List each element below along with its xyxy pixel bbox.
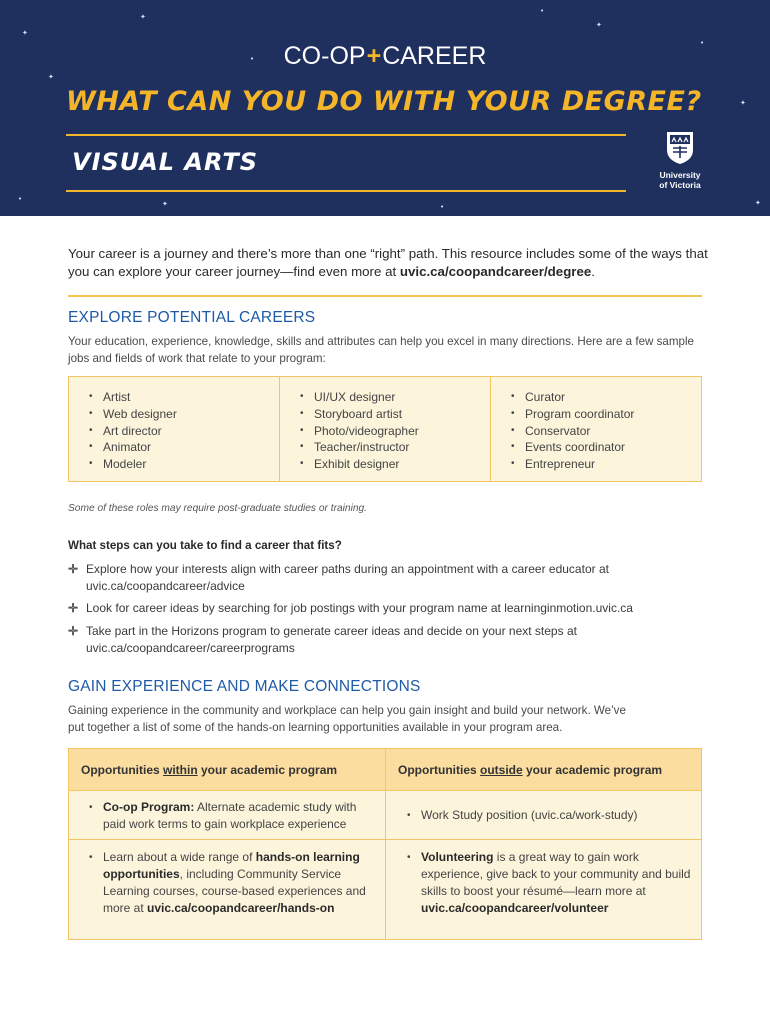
careers-panel <box>68 376 702 482</box>
step-item <box>68 600 708 617</box>
brand-right: CAREER <box>382 42 487 70</box>
section-title-experience: GAIN EXPERIENCE AND MAKE CONNECTIONS <box>68 678 421 695</box>
header-emphasis: outside <box>480 763 523 777</box>
outside-opportunity-volunteering <box>407 849 692 917</box>
outside-opportunity-work-study: • Work Study position (uvic.ca/work-study) <box>407 807 692 824</box>
crest-icon <box>665 130 695 166</box>
header-emphasis: within <box>163 763 198 777</box>
university-logo <box>652 130 708 190</box>
opportunity-text: Learn about a wide range of <box>103 850 256 864</box>
program-title: VISUAL ARTS <box>72 148 259 176</box>
within-opportunity-coop <box>89 799 369 833</box>
star-decoration: ✦ <box>755 199 761 207</box>
section-title-explore: EXPLORE POTENTIAL CAREERS <box>68 309 316 326</box>
career-item: • UI/UX designer <box>300 389 490 406</box>
star-decoration: ✦ <box>596 21 602 29</box>
outside-header <box>386 749 701 790</box>
star-decoration: ✦ <box>22 29 28 37</box>
star-decoration: • <box>540 7 545 15</box>
opportunity-name: Co-op Program: <box>103 800 195 814</box>
star-decoration: ✦ <box>48 73 54 81</box>
career-item: • Events coordinator <box>511 439 701 456</box>
table-divider <box>385 749 386 939</box>
career-item: • Animator <box>89 439 279 456</box>
degree-link[interactable]: uvic.ca/coopandcareer/degree <box>399 264 592 279</box>
opportunities-table <box>68 748 702 940</box>
header-text: your academic program <box>197 763 338 777</box>
career-item: • Curator <box>511 389 701 406</box>
brand-left: CO-OP <box>283 42 366 70</box>
steps-question: What steps can you take to find a career that fits? <box>68 539 342 552</box>
career-item: • Art director <box>89 423 279 440</box>
header-text: Opportunities <box>81 763 163 777</box>
explore-description: Your education, experience, knowledge, skills and attributes can help you excel in many directions. Here are a few sample jobs and fields of work that relate to your program: <box>68 335 694 365</box>
career-item: • Photo/videographer <box>300 423 490 440</box>
intro-period: . <box>591 264 595 279</box>
star-decoration: • <box>250 55 255 63</box>
careers-column <box>280 377 491 481</box>
career-item: • Web designer <box>89 406 279 423</box>
divider <box>68 295 702 297</box>
step-text: Take part in the Horizons program to generate career ideas and decide on your next steps at uvic.ca/coopandcareer/careerprograms <box>86 624 577 655</box>
star-decoration: • <box>700 39 705 47</box>
within-opportunity-hands-on <box>89 849 369 917</box>
star-decoration: ✦ <box>140 13 146 21</box>
career-item: • Program coordinator <box>511 406 701 423</box>
career-item: • Entrepreneur <box>511 456 701 473</box>
career-item: • Storyboard artist <box>300 406 490 423</box>
post-graduate-note: Some of these roles may require post-graduate studies or training. <box>68 503 367 514</box>
university-name-line1: University <box>659 170 701 180</box>
career-item: • Teacher/instructor <box>300 439 490 456</box>
opportunity-name: Volunteering <box>421 850 494 864</box>
divider <box>66 190 626 192</box>
step-item <box>68 623 708 657</box>
career-item: • Conservator <box>511 423 701 440</box>
divider <box>66 134 626 136</box>
plus-icon: ✛ <box>68 601 79 615</box>
opportunity-text: is a great way to gain work experience, give back to your community and build skills to boost your résumé—learn more at <box>421 850 691 898</box>
opportunity-text: Alternate academic study with paid work terms to gain workplace experience <box>103 800 357 831</box>
header-text: Opportunities <box>398 763 480 777</box>
star-decoration: • <box>440 203 445 211</box>
header-text: your academic program <box>522 763 663 777</box>
career-item: • Modeler <box>89 456 279 473</box>
careers-column <box>491 377 701 481</box>
career-item: • Artist <box>89 389 279 406</box>
star-decoration: ✦ <box>162 200 168 208</box>
hands-on-link[interactable]: uvic.ca/coopandcareer/hands-on <box>147 901 335 915</box>
page-title: WHAT CAN YOU DO WITH YOUR DEGREE? <box>66 86 702 117</box>
table-divider <box>69 790 701 791</box>
table-divider <box>69 839 701 840</box>
plus-icon: ✛ <box>68 624 79 638</box>
star-decoration: ✦ <box>740 99 746 107</box>
intro-paragraph <box>68 245 708 281</box>
step-text: Look for career ideas by searching for job postings with your program name at learninginmotion.uvic.ca <box>86 601 633 615</box>
star-decoration: • <box>18 195 23 203</box>
coop-career-logo <box>0 39 770 71</box>
step-text: Explore how your interests align with career paths during an appointment with a career educator at uvic.ca/coopandcareer/advice <box>86 562 609 593</box>
volunteer-link[interactable]: uvic.ca/coopandcareer/volunteer <box>421 901 609 915</box>
careers-column <box>69 377 280 481</box>
intro-text: Your career is a journey and there’s more than one “right” path. This resource includes some of the ways that you can explore your career journey—find even more at <box>68 246 708 279</box>
opportunity-name: hands-on learning opportunities <box>103 850 360 881</box>
header-banner <box>0 0 770 216</box>
university-name-line2: of Victoria <box>659 180 701 190</box>
career-item: • Exhibit designer <box>300 456 490 473</box>
within-header <box>69 749 385 790</box>
experience-description: Gaining experience in the community and workplace can help you gain insight and build your network. We’ve put together a list of some of the hands-on learning opportunities available in your program area. <box>68 704 626 734</box>
step-item <box>68 561 708 595</box>
opportunity-text: , including Community Service Learning courses, course-based experiences and more at <box>103 867 366 915</box>
plus-icon: + <box>366 42 382 70</box>
plus-icon: ✛ <box>68 562 79 576</box>
